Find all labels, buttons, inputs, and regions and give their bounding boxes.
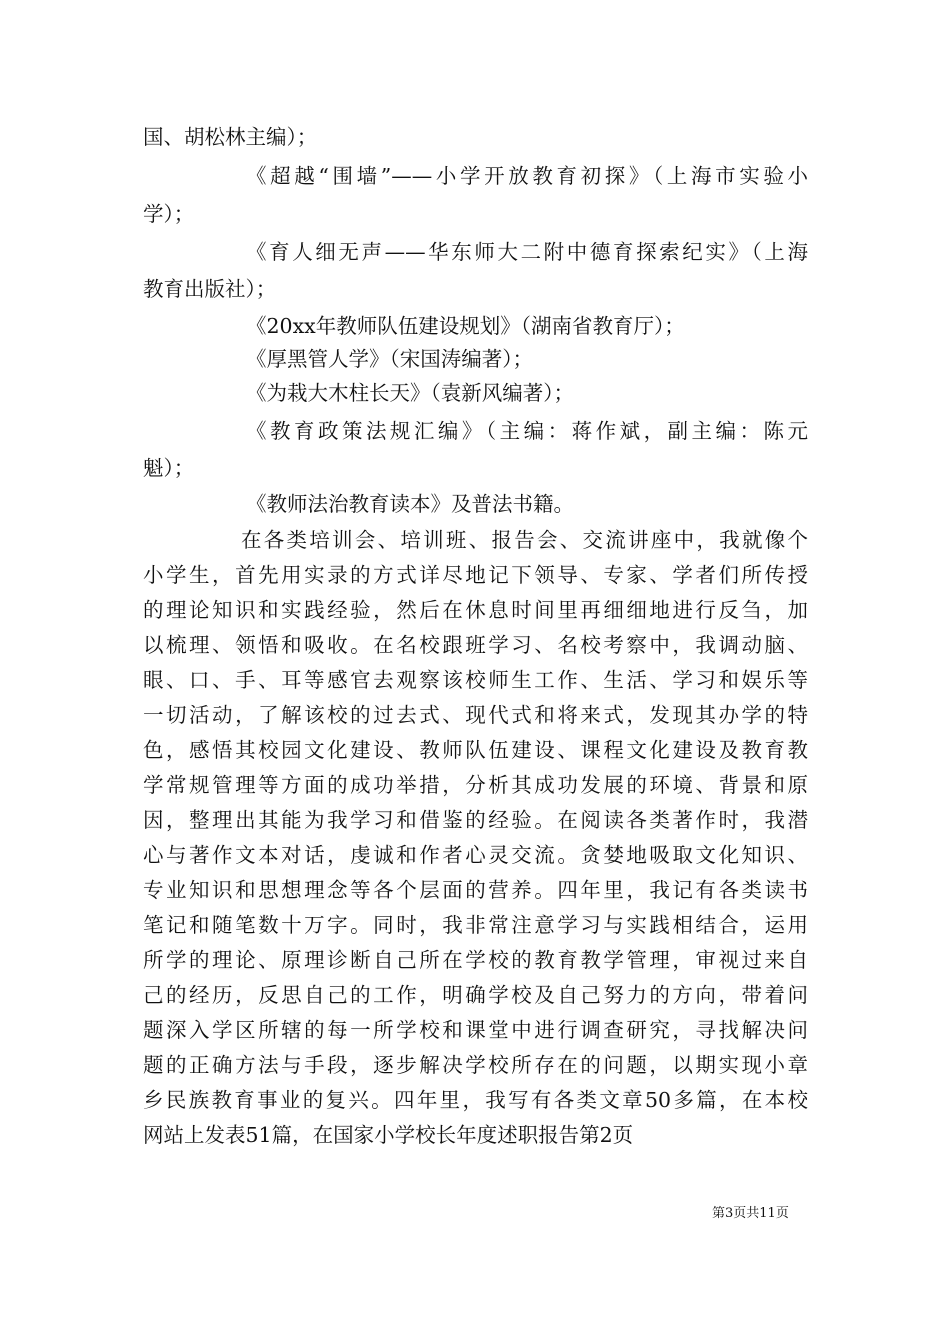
text-line: 国、胡松林主编）； xyxy=(143,125,318,149)
text-line: 《20xx年教师队伍建设规划》（湖南省教育厅）； xyxy=(246,314,685,338)
text-line: 教育出版社）； xyxy=(143,277,277,301)
text-line: 所学的理论、原理诊断自己所在学校的教育教学管理，审视过来自 xyxy=(143,948,808,972)
text-line: 题深入学区所辖的每一所学校和课堂中进行调查研究，寻找解决问 xyxy=(143,1018,808,1042)
text-line: 网站上发表51篇，在国家小学校长年度述职报告第2页 xyxy=(143,1123,634,1147)
text-line: 以梳理、领悟和吸收。在名校跟班学习、名校考察中，我调动脑、 xyxy=(143,633,808,657)
page-number-footer: 第3页共11页 xyxy=(712,1206,789,1221)
text-line: 小学生，首先用实录的方式详尽地记下领导、专家、学者们所传授 xyxy=(143,563,808,587)
text-line: 因，整理出其能为我学习和借鉴的经验。在阅读各类著作时，我潜 xyxy=(143,808,808,832)
text-line: 学）； xyxy=(143,202,195,226)
text-line: 的理论知识和实践经验，然后在休息时间里再细细地进行反刍，加 xyxy=(143,598,808,622)
text-line: 《厚黑管人学》（宋国涛编著）； xyxy=(246,347,533,371)
text-line: 在各类培训会、培训班、报告会、交流讲座中，我就像个 xyxy=(241,528,808,552)
text-line: 《为栽大木柱长天》（袁新风编著）； xyxy=(246,381,574,405)
text-line: 《教师法治教育读本》及普法书籍。 xyxy=(246,492,574,516)
text-line: 色，感悟其校园文化建设、教师队伍建设、课程文化建设及教育教 xyxy=(143,738,808,762)
text-line: 乡民族教育事业的复兴。四年里，我写有各类文章50多篇，在本校 xyxy=(143,1088,808,1112)
text-line: 一切活动，了解该校的过去式、现代式和将来式，发现其办学的特 xyxy=(143,703,808,727)
text-line: 专业知识和思想理念等各个层面的营养。四年里，我记有各类读书 xyxy=(143,878,808,902)
text-line: 眼、口、手、耳等感官去观察该校师生工作、生活、学习和娱乐等 xyxy=(143,668,808,692)
text-line: 题的正确方法与手段，逐步解决学校所存在的问题，以期实现小章 xyxy=(143,1053,808,1077)
text-line: 魁）； xyxy=(143,456,195,480)
text-line: 《超越“围墙”——小学开放教育初探》（上海市实验小 xyxy=(246,164,808,188)
text-line: 心与著作文本对话，虔诚和作者心灵交流。贪婪地吸取文化知识、 xyxy=(143,843,808,867)
text-line: 学常规管理等方面的成功举措，分析其成功发展的环境、背景和原 xyxy=(143,773,808,797)
text-line: 《育人细无声——华东师大二附中德育探索纪实》（上海 xyxy=(246,240,808,264)
text-line: 己的经历，反思自己的工作，明确学校及自己努力的方向，带着问 xyxy=(143,983,808,1007)
text-line: 《教育政策法规汇编》（主编：蒋作斌，副主编：陈元 xyxy=(246,419,808,443)
text-line: 笔记和随笔数十万字。同时，我非常注意学习与实践相结合，运用 xyxy=(143,913,808,937)
